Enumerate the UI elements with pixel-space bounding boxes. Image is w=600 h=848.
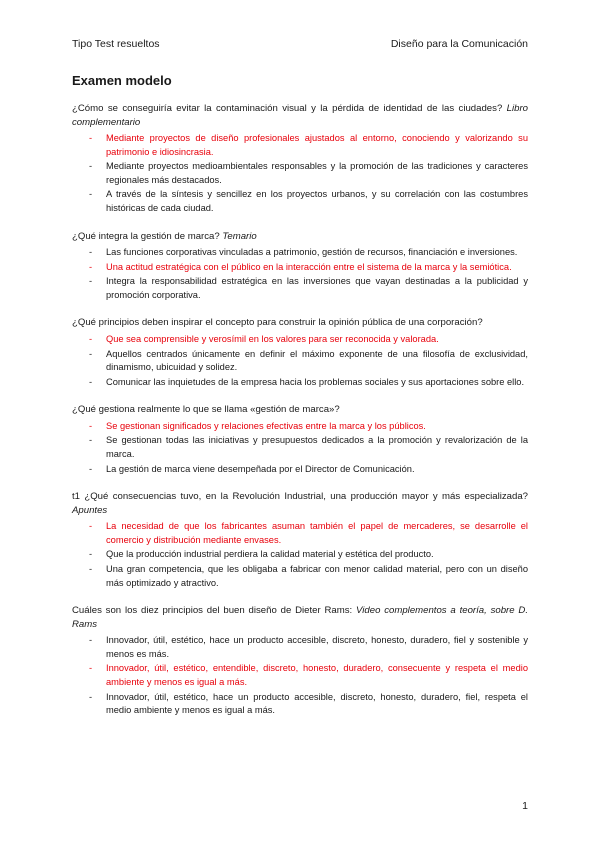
question-block xyxy=(72,490,528,590)
question-text xyxy=(72,490,528,517)
question-text xyxy=(72,230,528,244)
bullet-dash: - xyxy=(89,563,93,574)
correct-answer-option xyxy=(72,333,528,347)
answer-option xyxy=(72,246,528,260)
option-list xyxy=(72,520,528,590)
correct-answer-option xyxy=(72,132,528,159)
option-list xyxy=(72,420,528,476)
answer-option xyxy=(72,160,528,187)
option-text: La necesidad de que los fabricantes asuman también el papel de mercaderes, se desarrolle el comercio y distribución mediante envases. xyxy=(106,521,528,545)
option-list xyxy=(72,634,528,718)
question-list xyxy=(72,102,528,718)
bullet-dash: - xyxy=(89,276,93,287)
answer-option xyxy=(72,275,528,302)
bullet-dash: - xyxy=(89,189,93,200)
bullet-dash: - xyxy=(89,691,93,702)
answer-option xyxy=(72,434,528,461)
question-text xyxy=(72,604,528,631)
question-stem: ¿Qué integra la gestión de marca? xyxy=(72,230,220,242)
correct-answer-option xyxy=(72,662,528,689)
question-block xyxy=(72,102,528,216)
question-text xyxy=(72,316,528,330)
bullet-dash: - xyxy=(89,521,93,532)
option-text: Se gestionan todas las iniciativas y presupuestos dedicados a la promoción y revalorización de la marca. xyxy=(106,435,528,459)
bullet-dash: - xyxy=(89,333,93,344)
question-text xyxy=(72,403,528,417)
question-block xyxy=(72,604,528,718)
bullet-dash: - xyxy=(89,261,93,272)
question-stem: Cuáles son los diez principios del buen diseño de Dieter Rams: xyxy=(72,605,353,617)
option-text: Mediante proyectos de diseño profesionales ajustados al entorno, conociendo y valorizando su patrimonio e idiosincrasia. xyxy=(106,133,528,157)
question-block xyxy=(72,230,528,303)
answer-option xyxy=(72,463,528,477)
answer-option xyxy=(72,188,528,215)
page-number: 1 xyxy=(522,800,528,812)
question-stem: ¿Cómo se conseguiría evitar la contaminación visual y la pérdida de identidad de las ciudades? xyxy=(72,103,503,114)
answer-option xyxy=(72,563,528,590)
question-source: Video complementos a teoría, sobre D. Rams xyxy=(72,605,528,630)
option-text: Que sea comprensible y verosímil en los valores para ser reconocida y valorada. xyxy=(106,333,439,344)
option-text: Comunicar las inquietudes de la empresa hacia los problemas sociales y sus aportaciones sobre ello. xyxy=(106,376,525,387)
answer-option xyxy=(72,376,528,390)
bullet-dash: - xyxy=(89,133,93,143)
option-text: Las funciones corporativas vinculadas a patrimonio, gestión de recursos, financiación e inversiones. xyxy=(106,247,518,258)
answer-option xyxy=(72,691,528,718)
question-block xyxy=(72,316,528,389)
question-source: Libro complementario xyxy=(72,103,528,128)
option-list xyxy=(72,132,528,216)
bullet-dash: - xyxy=(89,435,93,446)
correct-answer-option xyxy=(72,420,528,434)
question-source: Temario xyxy=(222,230,257,242)
option-text: Una actitud estratégica con el público en la interacción entre el sistema de la marca y la semiótica. xyxy=(106,261,512,272)
correct-answer-option xyxy=(72,261,528,275)
bullet-dash: - xyxy=(89,663,93,674)
bullet-dash: - xyxy=(89,463,93,474)
correct-answer-option xyxy=(72,520,528,547)
option-text: Mediante proyectos medioambientales responsables y la promoción de las tradiciones y caracteres regionales más destacados. xyxy=(106,161,528,185)
question-stem: t1 ¿Qué consecuencias tuvo, en la Revolución Industrial, una producción mayor y más especializada? xyxy=(72,491,528,503)
question-block xyxy=(72,403,528,476)
bullet-dash: - xyxy=(89,161,93,172)
option-text: Innovador, útil, estético, hace un producto accesible, discreto, honesto, duradero, fiel, respeta el medio ambiente y menos es igual a más. xyxy=(106,691,528,716)
answer-option xyxy=(72,634,528,661)
option-text: A través de la síntesis y sencillez en los proyectos urbanos, y su correlación con las costumbres históricas de cada ciudad. xyxy=(106,189,528,213)
question-stem: ¿Qué gestiona realmente lo que se llama «gestión de marca»? xyxy=(72,404,340,416)
bullet-dash: - xyxy=(89,376,93,387)
page-title: Examen modelo xyxy=(72,73,172,88)
header-right-text: Diseño para la Comunicación xyxy=(390,38,528,50)
option-text: La gestión de marca viene desempeñada por el Director de Comunicación. xyxy=(106,463,415,474)
option-text: Aquellos centrados únicamente en definir el máximo exponente de una filosofía de exclusividad, dinamismo, ubicuidad y solidez. xyxy=(106,348,528,373)
option-text: Una gran competencia, que les obligaba a fabricar con menor calidad material, pero con un diseño más optimizado y atractivo. xyxy=(106,563,528,588)
option-text: Innovador, útil, estético, entendible, discreto, honesto, duradero, consecuente y respeta el medio ambiente y menos es igual a más. xyxy=(106,663,528,687)
question-source: Apuntes xyxy=(72,504,108,516)
option-text: Se gestionan significados y relaciones efectivas entre la marca y los públicos. xyxy=(106,420,426,431)
option-text: Innovador, útil, estético, hace un producto accesible, discreto, honesto, duradero, fiel y sostenible y menos es más. xyxy=(106,635,528,659)
option-list xyxy=(72,246,528,302)
bullet-dash: - xyxy=(89,549,93,560)
header-left-text: Tipo Test resueltos xyxy=(72,38,160,50)
page-content xyxy=(72,73,528,732)
answer-option xyxy=(72,548,528,562)
option-text: Integra la responsabilidad estratégica en las inversiones que vayan destinadas a la publicidad y promoción corporativa. xyxy=(106,276,528,300)
question-stem: ¿Qué principios deben inspirar el concepto para construir la opinión pública de una corporación? xyxy=(72,317,483,329)
bullet-dash: - xyxy=(89,247,93,258)
question-text xyxy=(72,102,528,129)
bullet-dash: - xyxy=(89,348,93,359)
option-list xyxy=(72,333,528,389)
bullet-dash: - xyxy=(89,420,93,431)
answer-option xyxy=(72,348,528,375)
option-text: Que la producción industrial perdiera la calidad material y estética del producto. xyxy=(106,549,434,560)
bullet-dash: - xyxy=(89,635,93,646)
